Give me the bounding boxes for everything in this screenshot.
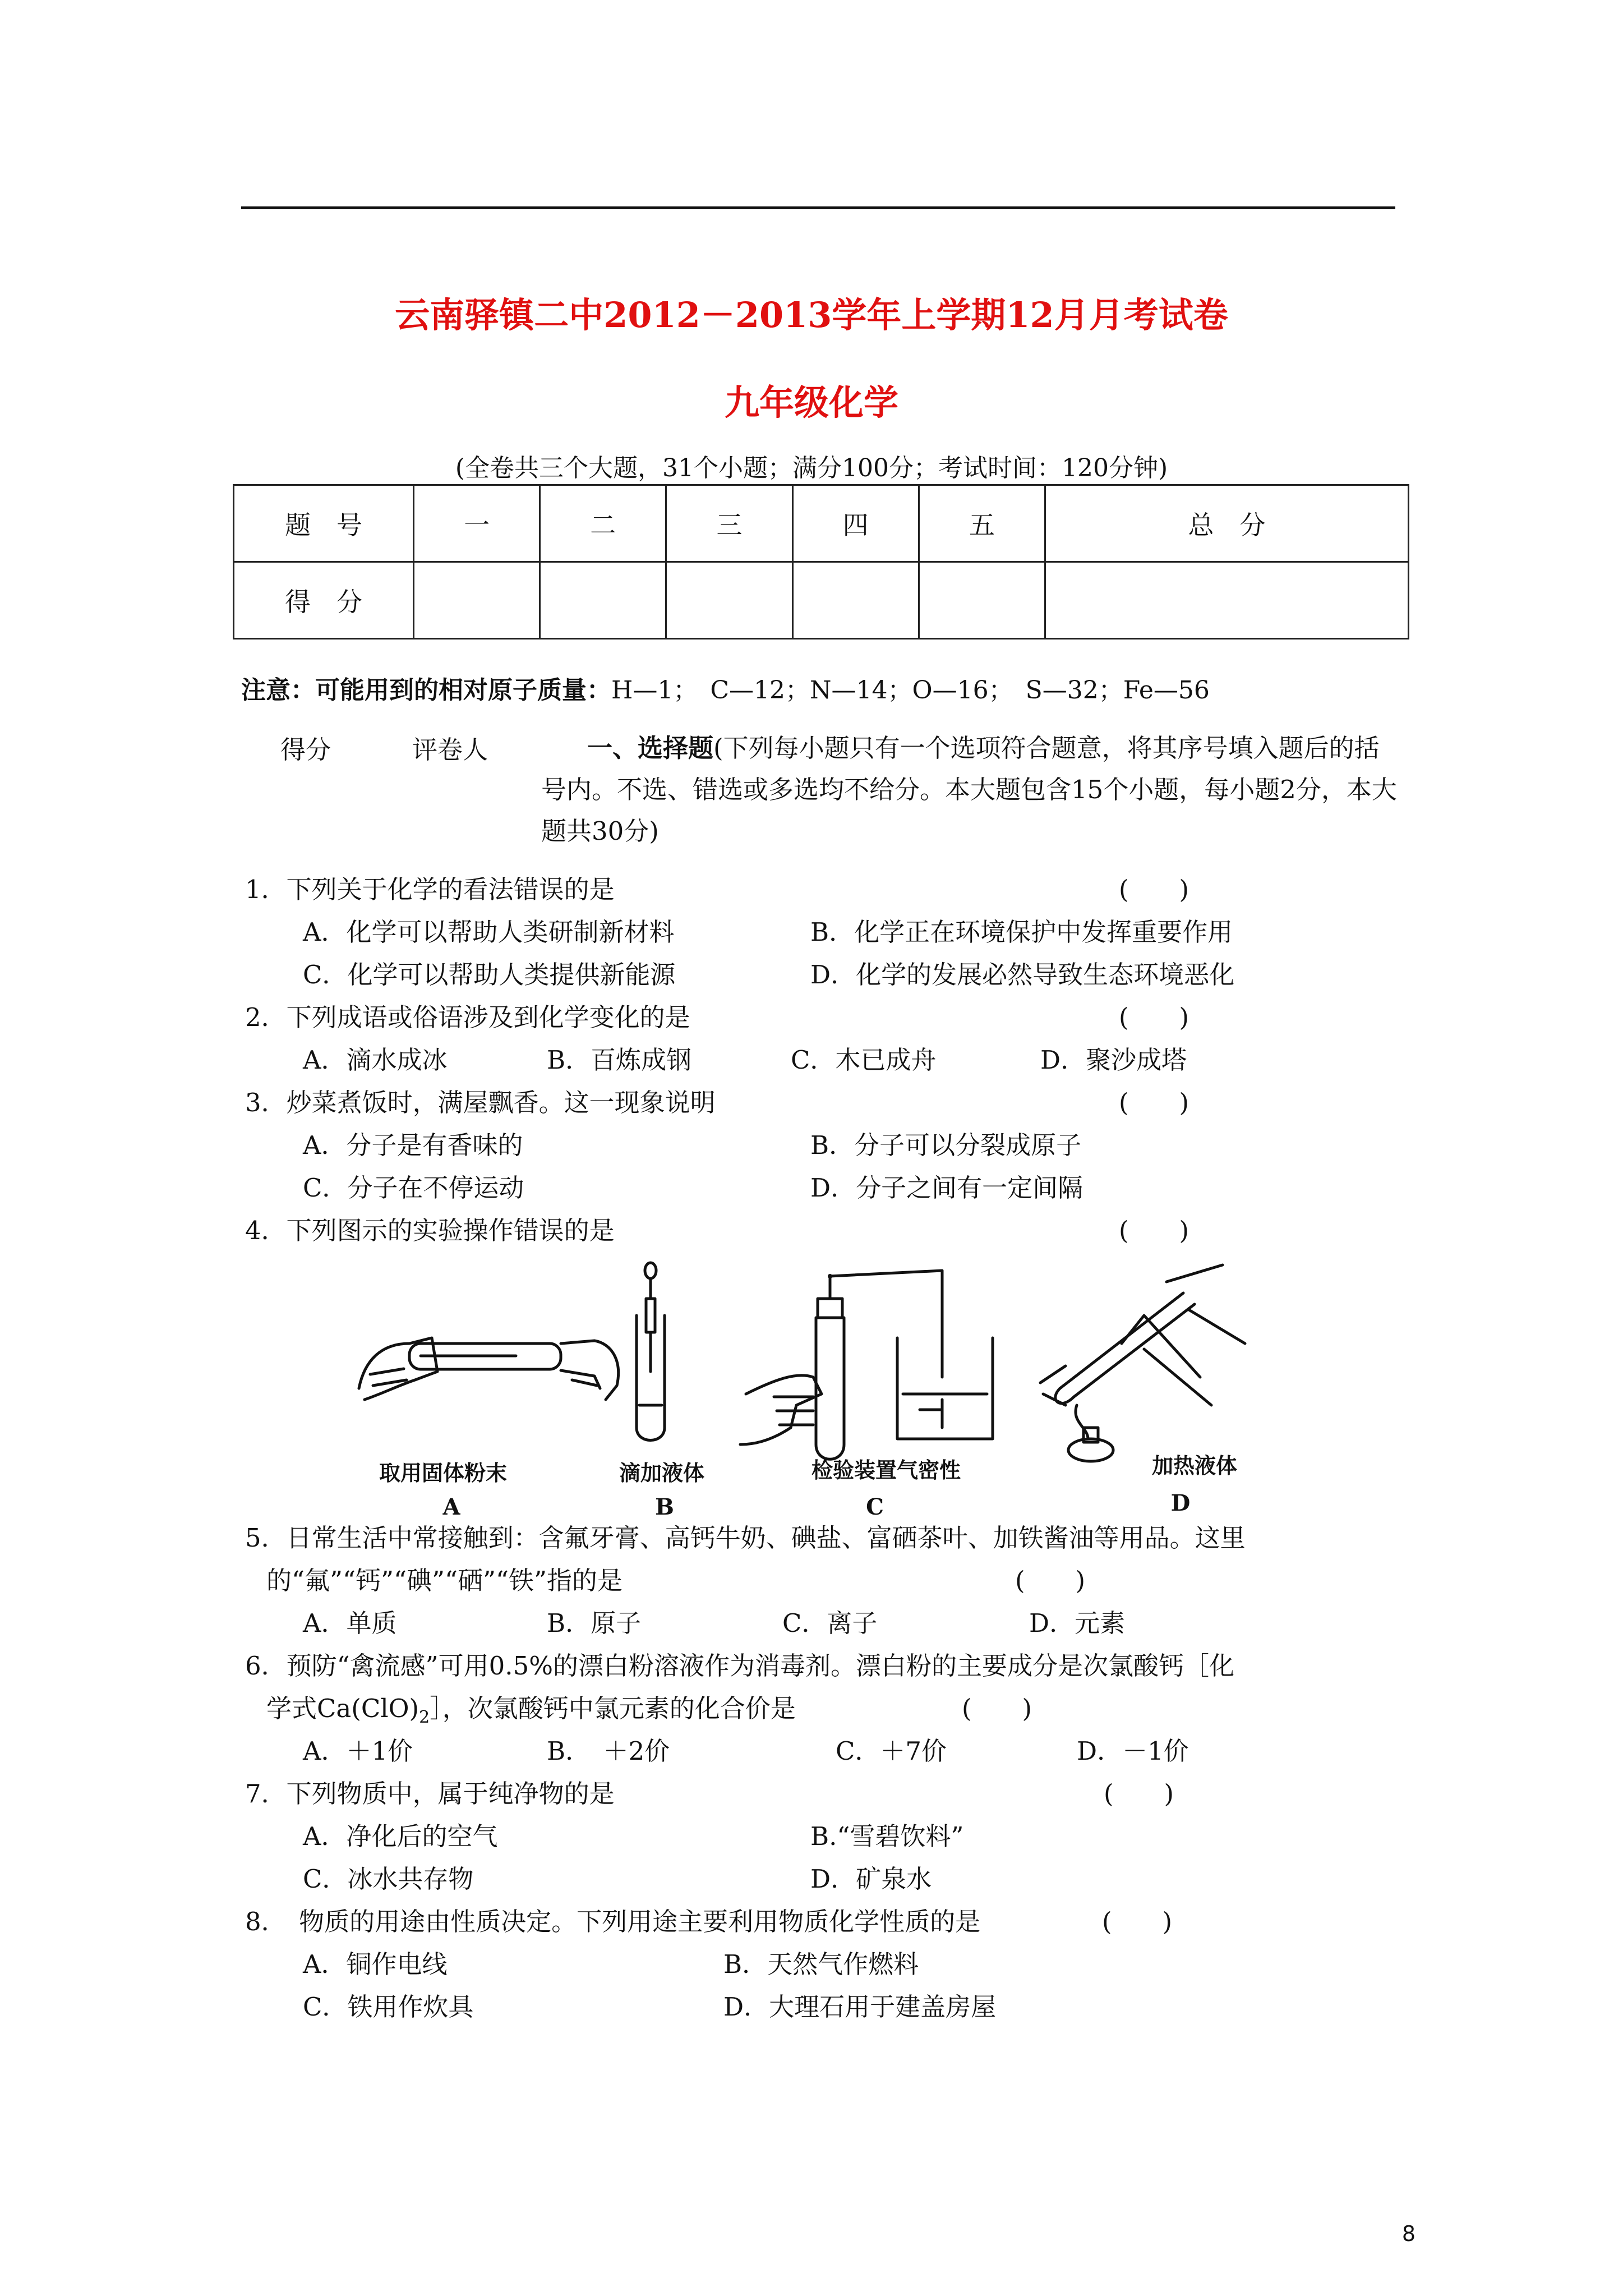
q5-stem-line1: 5．日常生活中常接触到：含氟牙膏、高钙牛奶、碘盐、富硒茶叶、加铁酱油等用品。这里 [245,1523,1246,1553]
q2-stem: 2．下列成语或俗语涉及到化学变化的是 [245,1002,690,1032]
q8-option-d[interactable]: D．大理石用于建盖房屋 [723,1992,997,2022]
page-number: 8 [1401,2221,1415,2246]
q2-option-c[interactable]: C．木已成舟 [791,1045,937,1075]
lab-operations-figure [348,1259,1279,1473]
q3-option-a[interactable]: A．分子是有香味的 [303,1130,523,1160]
q2-answer-bracket[interactable]: ( ) [1119,1002,1189,1032]
q2-option-a[interactable]: A．滴水成冰 [303,1045,448,1075]
q5-stem-line2: 的“氟”“钙”“碘”“硒”“铁”指的是 [266,1566,623,1595]
figure-caption-a: 取用固体粉末 [379,1461,507,1485]
score-table-header-row [234,485,1409,562]
airtightness-check-icon [740,1271,993,1459]
q6-answer-bracket[interactable]: ( ) [962,1694,1032,1723]
figure-label-b: B [655,1494,674,1520]
exam-info: (全卷共三个大题，31个小题；满分100分；考试时间：120分钟) [455,454,1168,482]
q5-option-b[interactable]: B．原子 [547,1608,642,1638]
score-input-cell[interactable] [792,562,919,639]
score-header-cell: 三 [666,485,792,562]
top-rule [241,206,1395,209]
q6-stem-line2 [266,1692,796,1734]
figure-caption-b: 滴加液体 [619,1461,704,1485]
score-input-cell[interactable] [666,562,792,639]
q7-option-a[interactable]: A．净化后的空气 [303,1821,498,1851]
exam-title: 云南驿镇二中2012－2013学年上学期12月月考试卷 [395,295,1228,335]
q3-option-c[interactable]: C．分子在不停运动 [303,1173,524,1203]
powder-transfer-icon [359,1338,619,1400]
section-description: (下列每小题只有一个选项符合题意，将其序号填入题后的括号内。不选、错选或多选均不给分。本大题包含15个小题，每小题2分，本大题共30分) [541,733,1397,846]
q1-option-c[interactable]: C．化学可以帮助人类提供新能源 [303,960,676,990]
score-header-cell: 题 号 [234,485,414,562]
heating-liquid-icon [1040,1265,1245,1461]
score-header-cell: 总 分 [1045,485,1408,562]
figure-caption-c: 检验装置气密性 [811,1458,961,1483]
score-row-label: 得 分 [234,562,414,639]
q1-option-b[interactable]: B．化学正在环境保护中发挥重要作用 [810,917,1233,947]
score-input-cell[interactable] [540,562,666,639]
q7-option-d[interactable]: D．矿泉水 [810,1864,932,1894]
q1-stem: 1．下列关于化学的看法错误的是 [245,875,615,904]
q5-option-c[interactable]: C．离子 [782,1608,878,1638]
q6-option-d[interactable]: D．－1价 [1077,1736,1189,1766]
q8-answer-bracket[interactable]: ( ) [1102,1907,1173,1936]
q1-option-a[interactable]: A．化学可以帮助人类研制新材料 [303,917,675,947]
score-table-score-row [234,562,1409,639]
score-header-cell: 四 [792,485,919,562]
score-input-cell[interactable] [1045,562,1408,639]
q7-stem: 7．下列物质中，属于纯净物的是 [245,1779,615,1809]
q3-stem: 3．炒菜煮饭时，满屋飘香。这一现象说明 [245,1088,716,1117]
q5-option-a[interactable]: A．单质 [303,1608,397,1638]
figure-caption-d: 加热液体 [1151,1453,1237,1478]
q1-option-d[interactable]: D．化学的发展必然导致生态环境恶化 [810,960,1235,990]
q2-option-b[interactable]: B．百炼成钢 [547,1045,692,1075]
q6-stem-line1: 6．预防“禽流感”可用0.5%的漂白粉溶液作为消毒剂。漂白粉的主要成分是次氯酸钙［化 [245,1651,1234,1681]
section-score-label: 得分 [280,735,331,765]
q6-option-b[interactable]: B． ＋2价 [547,1736,670,1766]
figure-label-c: C [866,1494,884,1520]
score-header-cell: 二 [540,485,666,562]
score-header-cell: 五 [919,485,1045,562]
q7-answer-bracket[interactable]: ( ) [1104,1779,1174,1809]
q4-stem: 4．下列图示的实验操作错误的是 [245,1216,615,1245]
note-values: H—1； C—12；N—14；O—16； S—32；Fe—56 [611,676,1210,705]
q1-answer-bracket[interactable]: ( ) [1119,875,1189,904]
figure-label-d: D [1170,1490,1191,1516]
q5-option-d[interactable]: D．元素 [1029,1608,1126,1638]
q6-formula-subscript: 2 [419,1708,430,1727]
q8-option-b[interactable]: B．天然气作燃料 [723,1949,919,1979]
q2-option-d[interactable]: D．聚沙成塔 [1040,1045,1187,1075]
section-title: 一、选择题 [587,733,714,763]
score-header-cell: 一 [414,485,540,562]
score-input-cell[interactable] [414,562,540,639]
section-grader-label: 评卷人 [412,735,488,765]
q7-option-c[interactable]: C．冰水共存物 [303,1864,474,1894]
score-table [233,484,1409,639]
figure-label-a: A [442,1494,460,1520]
q3-option-d[interactable]: D．分子之间有一定间隔 [810,1173,1083,1203]
q8-option-a[interactable]: A．铜作电线 [303,1949,448,1979]
q3-option-b[interactable]: B．分子可以分裂成原子 [810,1130,1082,1160]
exam-subtitle: 九年级化学 [724,382,898,423]
q6-option-a[interactable]: A．＋1价 [303,1736,413,1766]
note-label: 注意：可能用到的相对原子质量： [241,676,611,705]
atomic-mass-note [241,670,1210,706]
q4-answer-bracket[interactable]: ( ) [1119,1216,1189,1245]
q8-stem: 8． 物质的用途由性质决定。下列用途主要利用物质化学性质的是 [245,1907,981,1936]
dropper-icon [637,1263,665,1441]
score-input-cell[interactable] [919,562,1045,639]
q6-stem-rest: ］，次氯酸钙中氯元素的化合价是 [430,1694,796,1723]
q5-answer-bracket[interactable]: ( ) [1015,1566,1086,1595]
section-heading [541,728,1399,852]
q8-option-c[interactable]: C．铁用作炊具 [303,1992,474,2022]
q6-formula: 学式Ca(ClO) [266,1694,419,1723]
q3-answer-bracket[interactable]: ( ) [1119,1088,1189,1117]
q7-option-b[interactable]: B.“雪碧饮料” [810,1821,964,1851]
q6-option-c[interactable]: C．＋7价 [836,1736,947,1766]
